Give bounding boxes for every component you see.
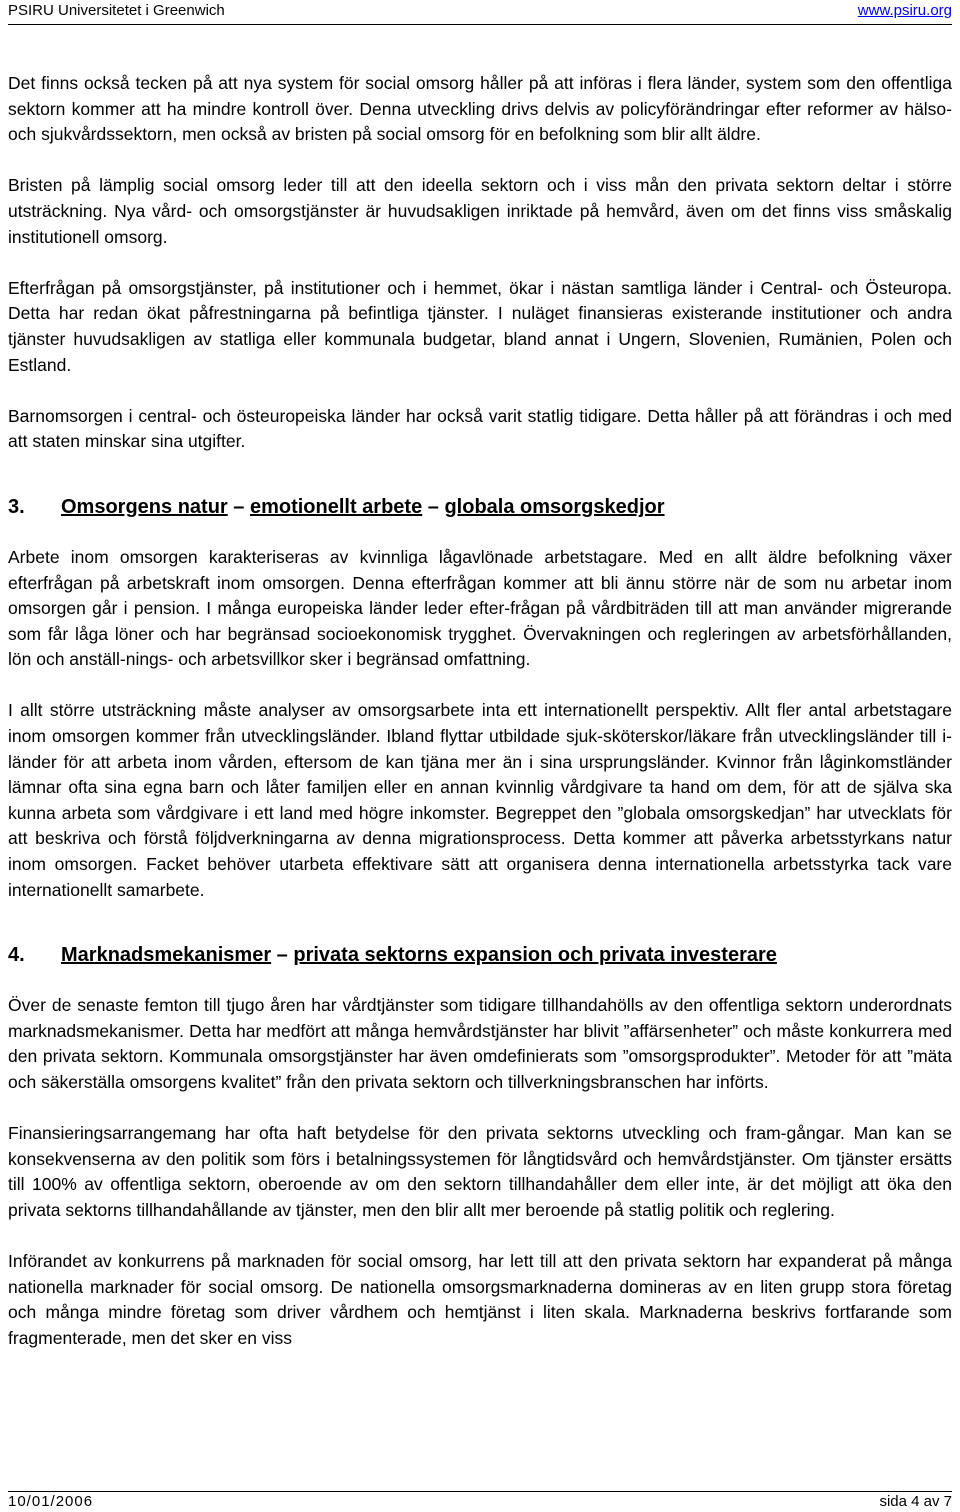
paragraph: Införandet av konkurrens på marknaden för social omsorg, har lett till att den privata sektorn har expanderat på många nationella marknader för social omsorg. De nationella omsorgsmarknaderna domineras av en liten grupp stora företag och många mindre företag som driver vårdhem och hemtjänst i liten skala. Marknaderna beskrivs fortfarande som fragmenterade, men det sker en viss xyxy=(8,1251,952,1348)
paragraph: Finansieringsarrangemang har ofta haft betydelse för den privata sektorns utveckling och fram-gångar. Man kan se konsekvenserna av den politik som förs i betalningssystemen för långtidsvård och hemvårdstjänster. Om tjänster ersätts till 100% av offentliga sektorn, oberoende av om den sektorn tillhandahåller dem eller inte, är det möjligt att öka den privata sektorns tillhandahållande av tjänster, men den blir allt mer beroende på statlig politik och reglering. xyxy=(8,1123,952,1220)
heading-part: Omsorgens natur xyxy=(61,495,228,518)
header-org: PSIRU Universitetet i Greenwich xyxy=(8,2,225,19)
section-heading-4 xyxy=(8,941,952,969)
page-header xyxy=(8,0,952,25)
heading-dash: – xyxy=(422,495,445,518)
footer-page-number: sida 4 av 7 xyxy=(879,1493,952,1510)
paragraph: Över de senaste femton till tjugo åren har vårdtjänster som tidigare tillhandahölls av den offentliga sektorn underordnats marknadsmekanismer. Detta har medfört att många hemvårdstjänster har blivit ”affärsenheter” och måste konkurrera med den privata sektorn. Kommunala omsorgstjänster har även omdefinierats som ”omsorgsprodukter”. Metoder för att ”mäta och säkerställa omsorgens kvalitet” från den privata sektorn och tillverkningsbranschen har införts. xyxy=(8,995,952,1092)
paragraph: Det finns också tecken på att nya system för social omsorg håller på att införas i flera länder, system som den offentliga sektorn kommer att ha mindre kontroll över. Denna utveckling drivs delvis av policyförändringar efter reformer av hälso- och sjukvårdssektorn, men också av bristen på social omsorg för en befolkning som blir allt äldre. xyxy=(8,73,952,145)
section-heading-3 xyxy=(8,493,952,521)
footer-date: 10/01/2006 xyxy=(8,1493,94,1510)
heading-part: Marknadsmekanismer xyxy=(61,944,272,967)
paragraph: Barnomsorgen i central- och östeuropeiska länder har också varit statlig tidigare. Detta håller på att förändras i och med att staten minskar sina utgifter. xyxy=(8,405,952,452)
paragraph: Bristen på lämplig social omsorg leder till att den ideella sektorn och i viss mån den privata sektorn deltar i större utsträckning. Nya vård- och omsorgstjänster är huvudsakligen inriktade på hemvård, även om det finns viss småskalig institutionell omsorg. xyxy=(8,175,952,247)
section-number: 3. xyxy=(8,495,25,518)
document-body xyxy=(8,71,952,1377)
page-footer xyxy=(8,1491,952,1512)
header-url-link[interactable]: www.psiru.org xyxy=(857,2,952,19)
paragraph: I allt större utsträckning måste analyser av omsorgsarbete inta ett internationellt perspektiv. Allt fler antal arbetstagare inom omsorgen kommer från utvecklingsländer. Ibland flyttar utbildade sjuk-sköterskor/läkare från utvecklingsländer till i-länder för att arbeta inom vården, eftersom de kan tjäna mer än i sina ursprungsländer. Kvinnor från låginkomstländer lämnar ofta sina egna barn och låter familjen eller en annan kvinnlig vårdgivare ta hand om dem, för att de själva ska kunna arbeta som vårdgivare i ett land med högre inkomster. Begreppet den ”globala omsorgskedjan” har utvecklats för att beskriva och förstå följdverkningarna av denna migrationsprocess. Detta kommer att påverka arbetsstyrkans natur inom omsorgen. Facket behöver utarbeta effektivare sätt att organisera denna internationella arbetsstyrka tack vare internationellt samarbete. xyxy=(8,700,952,900)
heading-dash: – xyxy=(271,944,294,967)
paragraph: Efterfrågan på omsorgstjänster, på institutioner och i hemmet, ökar i nästan samtliga länder i Central- och Östeuropa. Detta har redan ökat påfrestningarna på befintliga tjänster. I nuläget finansieras existerande institutioner och andra tjänster huvudsakligen av statliga eller kommunala budgetar, bland annat i Ungern, Slovenien, Rumänien, Polen och Estland. xyxy=(8,277,952,375)
heading-dash: – xyxy=(227,495,250,518)
paragraph: Arbete inom omsorgen karakteriseras av kvinnliga lågavlönade arbetstagare. Med en allt äldre befolkning växer efterfrågan på arbetskraft inom omsorgen. Denna efterfrågan kommer att bli ännu större när de som nu arbetar inom omsorgen går i pension. I många europeiska länder leder efter-frågan på vårdbiträden till att man använder migrerande som får låga löner och har begränsad socioekonomisk trygghet. Övervakningen och regleringen av arbetsförhållanden, lön och anställ-nings- och arbetsvillkor sker i begränsad omfattning. xyxy=(8,546,952,670)
section-number: 4. xyxy=(8,944,25,967)
heading-part: emotionellt arbete xyxy=(249,495,423,518)
heading-part: globala omsorgskedjor xyxy=(444,495,665,518)
heading-part: privata sektorns expansion och privata investerare xyxy=(293,944,777,967)
